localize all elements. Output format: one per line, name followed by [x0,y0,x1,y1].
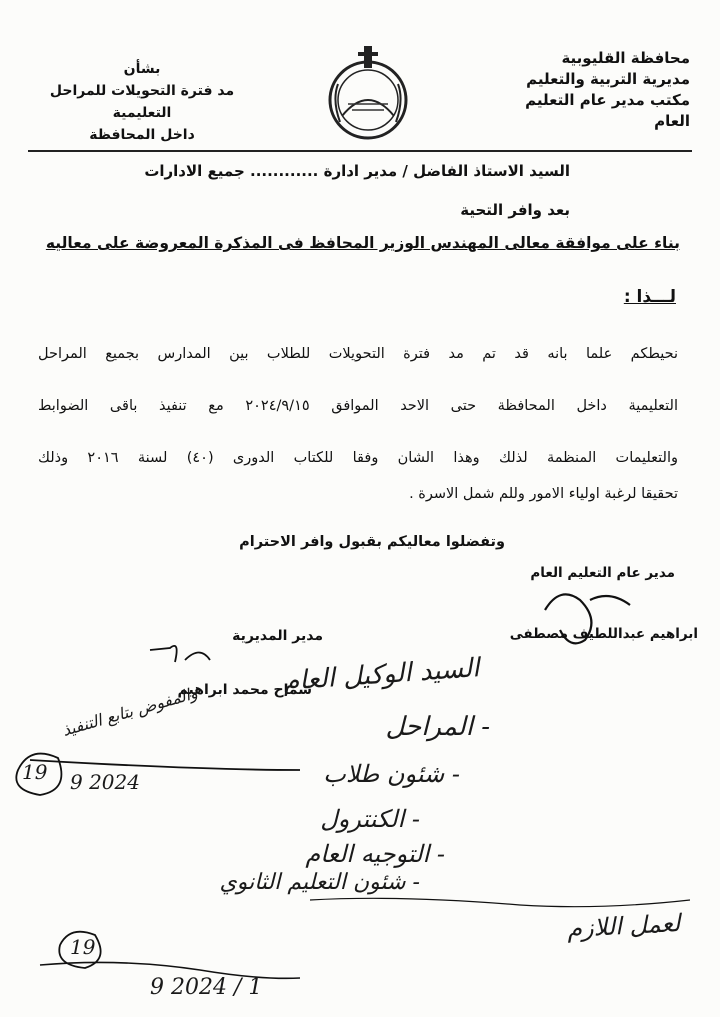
header-subject [42,58,242,146]
signatory-name-right: ابراهيم عبداللطيف مصطفى [509,626,698,642]
subject-line-1: مد فترة التحويلات للمراحل التعليمية [49,83,235,121]
header-governorate: محافظة القليوبية [561,49,690,67]
handwritten-instruction: لعمل اللازم [566,909,681,943]
signature-left-scribble [150,646,210,662]
closing-phrase: وتفضلوا معاليكم بقبول وافر الاحترام [239,534,505,550]
header-authority [490,48,690,132]
greeting: بعد وافر التحية [460,201,570,219]
salutation: السيد الاستاذ الفاضل / مدير ادارة ............ جميع الادارات [144,162,570,180]
handwritten-line-student-affairs: - شئون طلاب [323,760,460,788]
handwritten-delegate: والمفوض بتابع التنفيذ [60,683,200,740]
signatory-name-left: سماح محمد ابراهيم [177,682,312,698]
handwritten-date-1: 9 2024 [70,770,140,794]
body-line-3: والتعليمات المنظمة لذلك وهذا الشان وفقا للكتاب الدورى (٤٠) لسنة ٢٠١٦ وذلك [38,450,678,466]
body-line-2: التعليمية داخل المحافظة حتى الاحد الموافق ٢٠٢٤/٩/١٥ مع تنفيذ باقى الضوابط [38,398,678,414]
therefore-label: لـــذا : [623,287,676,307]
subject-label: بشأن [123,61,161,77]
governorate-seal-emblem [318,44,418,144]
basis-statement: بناء على موافقة معالى المهندس الوزير المحافظ فى المذكرة المعروضة على معاليه [45,234,680,252]
handwritten-date-2: 9 2024 / 1 [150,975,263,1000]
date-underline-1 [30,760,300,770]
header-directorate: مديرية التربية والتعليم [526,70,690,88]
body-line-4: تحقيقا لرغبة اولياء الامور وللم شمل الاسرة . [409,486,678,502]
header-divider [28,150,692,152]
signatory-title-right: مدير عام التعليم العام [530,565,675,581]
handwritten-date-day-1: 19 [22,760,48,784]
handwritten-line-control: - الكنترول [320,805,420,833]
header-office: مكتب مدير عام التعليم العام [525,91,690,130]
handwritten-date-day-2: 19 [70,935,96,959]
signatory-title-left: مدير المديرية [232,628,323,644]
handwritten-line-secondary: - شئون التعليم الثانوي [219,870,420,895]
subject-line-2: داخل المحافظة [89,127,195,143]
body-line-1: نحيطكم علما بانه قد تم مد فترة التحويلات للطلاب بين المدارس بجميع المراحل [38,346,678,362]
handwritten-addressee: السيد الوكيل العام [282,653,481,697]
long-slash [310,898,690,906]
handwritten-line-stages: - المراحل [385,712,490,742]
handwritten-line-guidance: - التوجيه العام [305,840,445,868]
